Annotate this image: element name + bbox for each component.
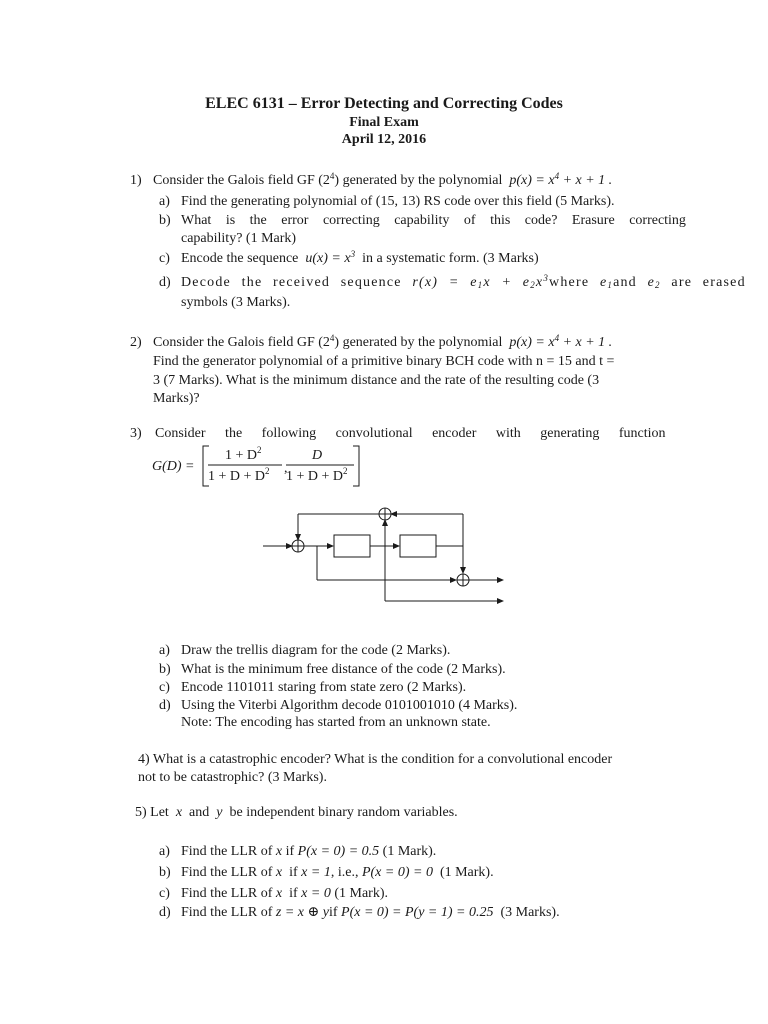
q3-note: Note: The encoding has started from an unknown state.: [181, 715, 491, 730]
q3-text: Consider the following convolutional encoder with generating function: [155, 426, 666, 441]
q5b-label: b): [159, 865, 171, 880]
q3a-text: Draw the trellis diagram for the code (2 Marks).: [181, 643, 451, 658]
svg-text:,: ,: [284, 461, 288, 476]
q3d-text: Using the Viterbi Algorithm decode 0101001010 (4 Marks).: [181, 698, 518, 713]
q5-intro: 5) Let x and y be independent binary random variables.: [135, 805, 458, 820]
delay-register-2: [400, 535, 436, 557]
q5d-text: Find the LLR of z = x ⊕ yif P(x = 0) = P(y = 1) = 0.25 (3 Marks).: [181, 905, 560, 920]
q2-text: Consider the Galois field GF $(2^4)$ generated by the polynomial $p(x) = x^4 + x + 1$ .: [153, 333, 613, 350]
q1b-text-2: capability? (1 Mark): [181, 231, 297, 246]
q3c-text: Encode 1101011 staring from state zero (2 Marks).: [181, 680, 467, 695]
svg-text:1 + D2: $1 + D^2$: [225, 445, 262, 463]
convolutional-encoder-diagram: [255, 500, 515, 610]
q4-text: 4) What is a catastrophic encoder? What is the condition for a convolutional encoder: [138, 752, 613, 767]
svg-text:1 + D + D2: $1 + D + D^2$: [286, 466, 348, 484]
q3a-label: a): [159, 643, 170, 658]
q2-text-2: Find the generator polynomial of a primitive binary BCH code with n = 15 and t =: [153, 354, 615, 369]
q1d-text-2: symbols (3 Marks).: [181, 295, 291, 310]
q1-number: 1): [130, 173, 142, 188]
q5b-text: Find the LLR of x if x = 1, i.e., P(x = 0) = 0 (1 Mark).: [181, 865, 494, 880]
q5c-label: c): [159, 886, 170, 901]
exam-date: April 12, 2016: [341, 132, 427, 147]
q1a-text: Find the generating polynomial of (15, 13) RS code over this field (5 Marks).: [181, 194, 615, 209]
q1b-text: What is the error correcting capability of this code? Erasure correcting: [181, 213, 686, 228]
q1d-text: Decode the received sequence $r(x) = e_1x$ + $e_2x^3where$ $e_1and$ $e_2$ are erased: [181, 273, 746, 290]
q2-text-3: 3 (7 Marks). What is the minimum distance and the rate of the resulting code (3: [153, 373, 600, 388]
svg-text:D: D: [312, 448, 323, 463]
q3d-label: d): [159, 698, 171, 713]
exam-title: ELEC 6131 – Error Detecting and Correcting Codes: [205, 95, 563, 112]
q3c-label: c): [159, 680, 170, 695]
q1b-label: b): [159, 213, 171, 228]
delay-register-1: [334, 535, 370, 557]
q1a-label: a): [159, 194, 170, 209]
exam-subtitle: Final Exam: [349, 115, 419, 130]
q1c-label: c): [159, 251, 170, 266]
q2-text-4: Marks)?: [153, 391, 200, 406]
generating-function-formula: [150, 440, 380, 490]
q4-text-2: not to be catastrophic? (3 Marks).: [138, 770, 327, 785]
q2-number: 2): [130, 335, 142, 350]
q1d-label: d): [159, 275, 171, 290]
q5a-label: a): [159, 844, 170, 859]
q5d-label: d): [159, 905, 171, 920]
q5c-text: Find the LLR of x if x = 0 (1 Mark).: [181, 886, 388, 901]
q3-number: 3): [130, 426, 142, 441]
q3b-text: What is the minimum free distance of the code (2 Marks).: [181, 662, 506, 677]
svg-text:G(D) =: G(D) =: [152, 459, 195, 474]
svg-text:1 + D + D2: $1 + D + D^2$: [208, 466, 270, 484]
q1c-text: Encode the sequence $u(x) = x^3$ in a systematic form. (3 Marks): [181, 249, 539, 266]
q5a-text: Find the LLR of x if P(x = 0) = 0.5 (1 Mark).: [181, 844, 437, 859]
q3b-label: b): [159, 662, 171, 677]
q1-text: Consider the Galois field GF $(2^4)$ generated by the polynomial $p(x) = x^4 + x + 1$ .: [153, 171, 613, 188]
